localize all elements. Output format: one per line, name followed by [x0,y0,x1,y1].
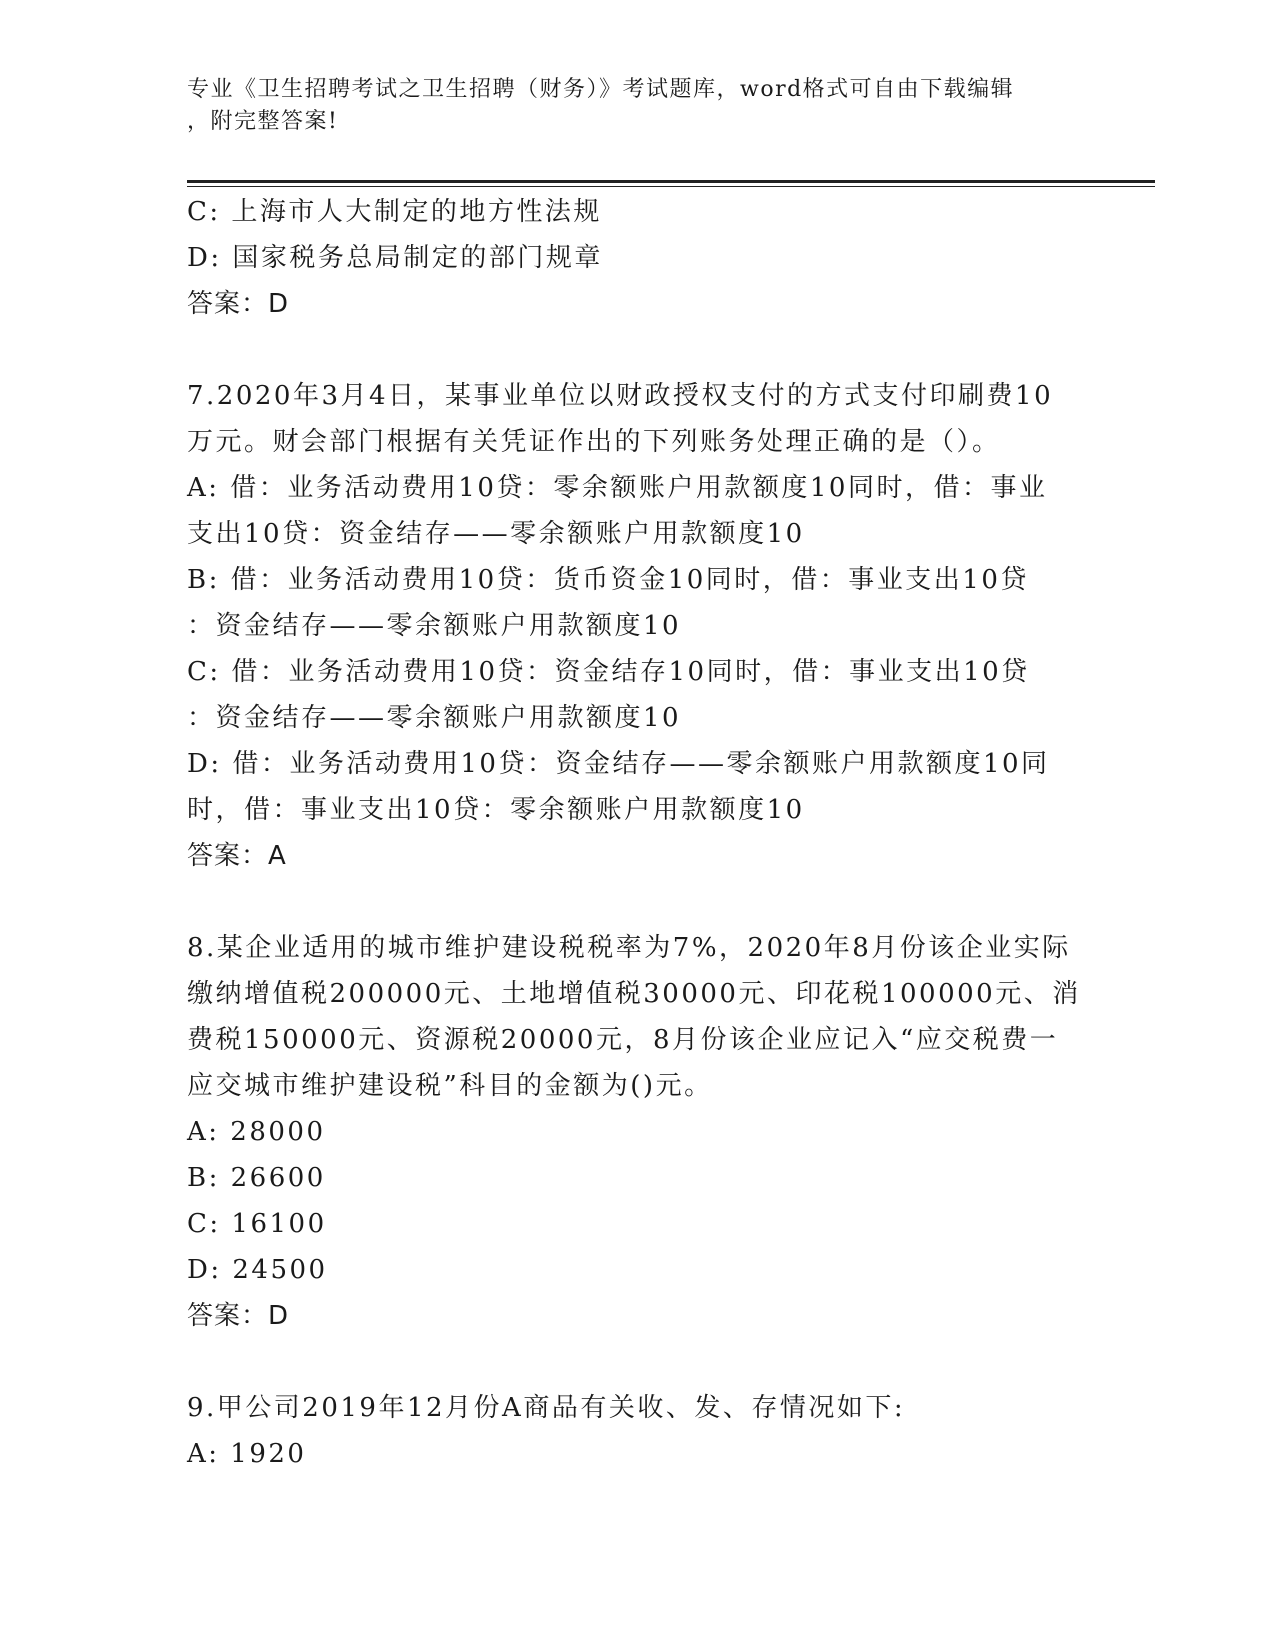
q7-option-a-line-1: A: 借：业务活动费用10贷：零余额账户用款额度10同时，借：事业 [187,473,1048,503]
header-line-1: 专业《卫生招聘考试之卫生招聘（财务）》考试题库，word格式可自由下载编辑 [187,77,1015,102]
header-rule-thick [187,180,1155,183]
question-9 [187,1385,1087,1477]
q8-stem-line-2: 缴纳增值税200000元、土地增值税30000元、印花税100000元、消 [187,979,1081,1009]
q7-option-d-line-2: 时，借：事业支出10贷：零余额账户用款额度10 [187,795,805,825]
q8-option-d: D: 24500 [187,1255,328,1285]
q8-stem-line-4: 应交城市维护建设税”科目的金额为()元。 [187,1071,713,1101]
q8-option-c: C: 16100 [187,1209,327,1239]
q9-stem: 9.甲公司2019年12月份A商品有关收、发、存情况如下: [187,1393,906,1423]
spacer [187,1339,1087,1385]
q7-option-a-line-2: 支出10贷：资金结存——零余额账户用款额度10 [187,519,805,549]
q7-option-c-line-2: ：资金结存——零余额账户用款额度10 [187,703,682,733]
document-header [187,74,1067,138]
spacer [187,327,1087,373]
q8-stem-line-3: 费税150000元、资源税20000元，8月份该企业应记入“应交税费一 [187,1025,1059,1055]
q8-stem-line-1: 8.某企业适用的城市维护建设税税率为7%，2020年8月份该企业实际 [187,933,1071,963]
question-7 [187,373,1087,879]
q6-answer: 答案：D [187,289,290,319]
q6-option-c: C: 上海市人大制定的地方性法规 [187,197,602,227]
q8-option-a: A: 28000 [187,1117,326,1147]
q9-option-a: A: 1920 [187,1439,307,1469]
q7-answer: 答案：A [187,841,287,871]
header-line-2: ，附完整答案! [187,109,339,134]
q7-option-b-line-2: ：资金结存——零余额账户用款额度10 [187,611,682,641]
document-body [187,189,1087,1477]
q7-stem-line-1: 7.2020年3月4日，某事业单位以财政授权支付的方式支付印刷费10 [187,381,1054,411]
question-6-continued [187,189,1087,327]
q7-option-c-line-1: C: 借：业务活动费用10贷：资金结存10同时，借：事业支出10贷 [187,657,1030,687]
header-rule-thin [187,186,1155,187]
spacer [187,879,1087,925]
question-8 [187,925,1087,1339]
q8-option-b: B: 26600 [187,1163,326,1193]
q7-option-b-line-1: B: 借：业务活动费用10贷：货币资金10同时，借：事业支出10贷 [187,565,1029,595]
q7-stem-line-2: 万元。财会部门根据有关凭证作出的下列账务处理正确的是（）。 [187,427,1001,457]
q6-option-d: D: 国家税务总局制定的部门规章 [187,243,603,273]
q7-option-d-line-1: D: 借：业务活动费用10贷：资金结存——零余额账户用款额度10同 [187,749,1050,779]
q8-answer: 答案：D [187,1301,290,1331]
